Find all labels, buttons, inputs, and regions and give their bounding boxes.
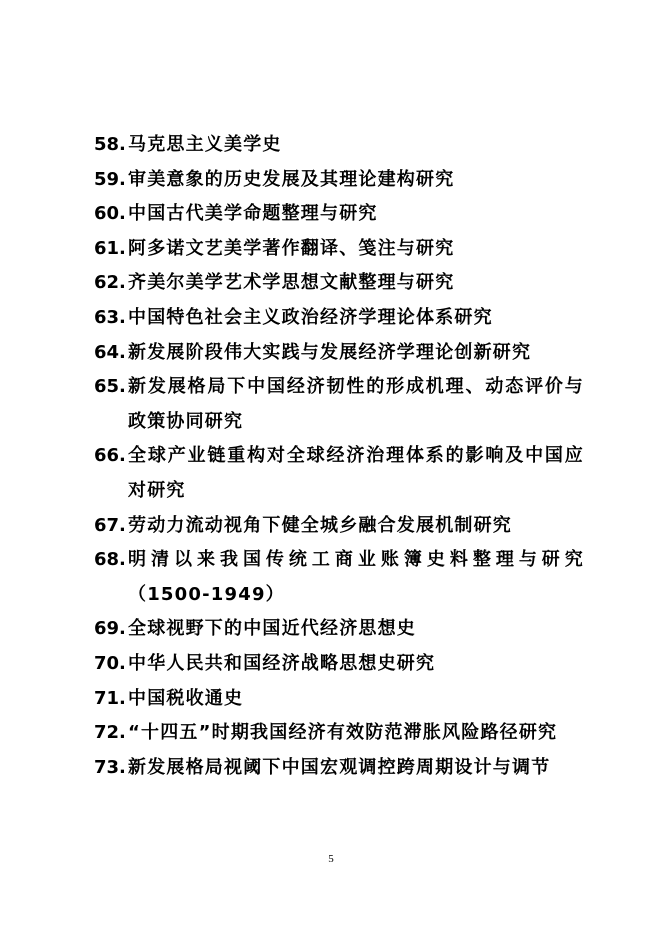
item-number: 58. [94, 134, 126, 155]
list-item [94, 439, 584, 508]
item-text: 明清以来我国传统工商业账簿史料整理与研究（1500-1949） [128, 549, 584, 605]
item-text: 新发展格局视阈下中国宏观调控跨周期设计与调节 [128, 756, 551, 778]
item-text: 齐美尔美学艺术学思想文献整理与研究 [128, 272, 455, 294]
item-number: 60. [94, 203, 126, 225]
list-item [94, 163, 584, 198]
item-number: 68. [94, 549, 126, 571]
item-text: 新发展格局下中国经济韧性的形成机理、动态评价与政策协同研究 [128, 376, 584, 432]
item-text: 中华人民共和国经济战略思想史研究 [128, 652, 436, 674]
list-item [94, 682, 584, 717]
item-text: “十四五”时期我国经济有效防范滞胀风险路径研究 [128, 722, 558, 744]
list-item [94, 647, 584, 682]
item-text: 中国古代美学命题整理与研究 [128, 203, 378, 225]
list-item [94, 197, 584, 232]
item-text: 中国特色社会主义政治经济学理论体系研究 [128, 306, 493, 328]
item-number: 69. [94, 618, 126, 640]
item-text: 马克思主义美学史 [128, 134, 282, 155]
item-number: 66. [94, 445, 126, 467]
list-item [94, 336, 584, 371]
item-number: 71. [94, 687, 126, 709]
list-item [94, 751, 584, 786]
list-item [94, 716, 584, 751]
item-number: 70. [94, 652, 126, 674]
item-number: 63. [94, 306, 126, 328]
page-number: 5 [328, 853, 334, 865]
list-item [94, 128, 584, 163]
topic-list [94, 128, 584, 785]
item-number: 61. [94, 237, 126, 259]
list-item [94, 266, 584, 301]
list-item [94, 509, 584, 544]
item-text: 阿多诺文艺美学著作翻译、笺注与研究 [128, 237, 455, 259]
item-text: 中国税收通史 [128, 687, 244, 709]
item-text: 全球产业链重构对全球经济治理体系的影响及中国应对研究 [128, 445, 584, 501]
list-item [94, 370, 584, 439]
item-number: 64. [94, 341, 126, 363]
list-item [94, 543, 584, 612]
list-item [94, 612, 584, 647]
list-item [94, 301, 584, 336]
item-text: 劳动力流动视角下健全城乡融合发展机制研究 [128, 514, 512, 536]
item-number: 59. [94, 168, 126, 190]
item-number: 67. [94, 514, 126, 536]
item-text: 新发展阶段伟大实践与发展经济学理论创新研究 [128, 341, 532, 363]
item-number: 65. [94, 376, 126, 398]
list-item [94, 232, 584, 267]
item-number: 72. [94, 722, 126, 744]
item-text: 审美意象的历史发展及其理论建构研究 [128, 168, 455, 190]
item-number: 73. [94, 756, 126, 778]
item-text: 全球视野下的中国近代经济思想史 [128, 618, 416, 640]
item-number: 62. [94, 272, 126, 294]
